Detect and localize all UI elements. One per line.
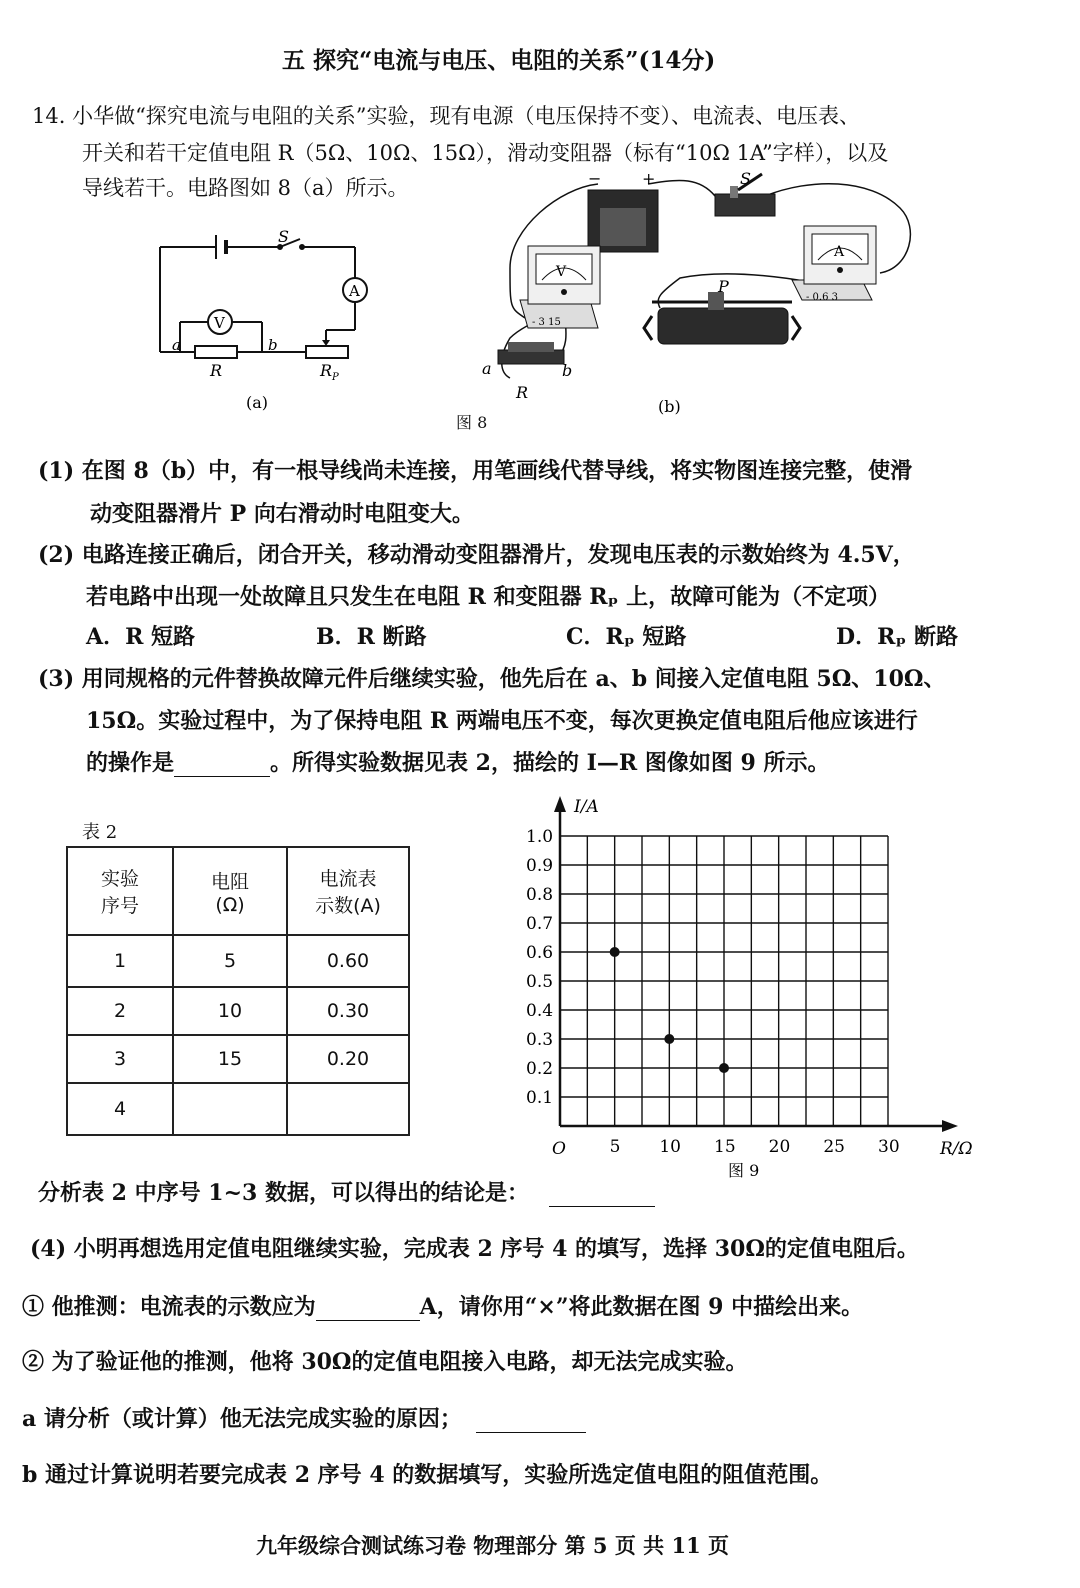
part1-line2: 动变阻器滑片 P 向右滑动时电阻变大。 (90, 501, 474, 527)
rheostat (644, 292, 800, 344)
x-tick-label: 30 (878, 1137, 900, 1157)
circuit-diagram-a (150, 222, 380, 422)
cell-trial: 1 (67, 935, 173, 987)
resistor-b-label: R (516, 383, 529, 402)
table-header-row (67, 847, 409, 935)
y-axis-label: I/A (574, 797, 599, 817)
point-a-b-label: a (482, 359, 492, 378)
analysis-text: 分析表 2 中序号 1~3 数据，可以得出的结论是： (38, 1180, 529, 1206)
cell-current: 0.20 (287, 1035, 409, 1083)
y-tick-label: 0.3 (526, 1030, 554, 1050)
x-tick-label: 25 (823, 1137, 845, 1157)
y-tick-label: 0.8 (526, 885, 554, 905)
table-row (67, 1083, 409, 1135)
x-tick-label: 20 (768, 1137, 791, 1157)
voltmeter (520, 246, 600, 328)
resistor-label: R (210, 361, 223, 380)
answer-blank-operation[interactable] (174, 756, 270, 777)
part4-suba-text: a 请分析（或计算）他无法完成实验的原因； (22, 1406, 462, 1432)
table2-caption: 表 2 (82, 822, 118, 843)
voltmeter-scale: - 3 15 (532, 317, 561, 328)
cell-trial: 3 (67, 1035, 173, 1083)
rheostat-subscript: P (332, 372, 339, 383)
battery-plus-label: + (642, 169, 656, 188)
part4-sub1-end: A，请你用“×”将此数据在图 9 中描绘出来。 (419, 1294, 864, 1320)
x-tick-label: 10 (659, 1137, 681, 1157)
data-point (664, 1034, 674, 1044)
cell-trial: 2 (67, 987, 173, 1035)
y-tick-label: 0.9 (526, 856, 554, 876)
answer-blank-current[interactable] (316, 1300, 420, 1321)
q14-line1: 14. 小华做“探究电流与电阻的关系”实验，现有电源（电压保持不变）、电流表、电压表、 (32, 104, 861, 128)
rheostat-label: R (320, 361, 333, 380)
y-tick-label: 0.1 (526, 1088, 554, 1108)
part4-suba (22, 1402, 586, 1433)
cell-current-empty[interactable] (287, 1083, 409, 1135)
cell-current: 0.60 (287, 935, 409, 987)
part4-sub2: ② 为了验证他的推测，他将 30Ω的定值电阻接入电路，却无法完成实验。 (22, 1349, 748, 1375)
ammeter (792, 226, 876, 300)
point-b-label: b (268, 336, 278, 354)
cell-resistance: 5 (173, 935, 287, 987)
analysis-line (38, 1176, 655, 1207)
part4-sub1-start: ① 他推测：电流表的示数应为 (22, 1294, 316, 1320)
part4-subb: b 通过计算说明若要完成表 2 序号 4 的数据填写，实验所选定值电阻的阻值范围。 (22, 1462, 833, 1488)
option-c: C．Rₚ 短路 (566, 624, 687, 650)
battery-minus-label: − (588, 169, 602, 188)
answer-blank-conclusion[interactable] (549, 1186, 655, 1207)
y-tick-label: 0.2 (526, 1059, 554, 1079)
voltmeter-label: V (214, 314, 225, 332)
part3-line3-start: 的操作是 (86, 750, 175, 776)
fixed-resistor (498, 342, 564, 364)
y-tick-label: 1.0 (526, 827, 554, 847)
part4-sub1 (22, 1290, 863, 1321)
part3-line3 (86, 746, 830, 777)
part3-line3-end: 。所得实验数据见表 2，描绘的 I—R 图像如图 9 所示。 (270, 750, 830, 776)
header-current: 电流表 示数(A) (287, 847, 409, 935)
y-tick-label: 0.4 (526, 1001, 554, 1021)
part2-line2: 若电路中出现一处故障且只发生在电阻 R 和变阻器 Rₚ 上，故障可能为（不定项） (86, 584, 891, 610)
table-row (67, 987, 409, 1035)
x-axis-arrow (942, 1120, 958, 1132)
point-a-label: a (172, 336, 181, 354)
part4-line1: (4) 小明再想选用定值电阻继续实验，完成表 2 序号 4 的填写，选择 30Ω的定值电阻后。 (30, 1236, 919, 1262)
header-resistance: 电阻 (Ω) (173, 847, 287, 935)
option-d: D．Rₚ 断路 (836, 624, 958, 650)
cell-resistance-empty[interactable] (173, 1083, 287, 1135)
table-row (67, 1035, 409, 1083)
table-row (67, 935, 409, 987)
option-a: A．R 短路 (86, 624, 196, 650)
figure-8-label: 图 8 (456, 413, 488, 432)
q14-line2: 开关和若干定值电阻 R（5Ω、10Ω、15Ω），滑动变阻器（标有“10Ω 1A”字样），以及 (82, 141, 889, 165)
figure-9-caption: 图 9 (728, 1161, 760, 1180)
header-trial: 实验 序号 (67, 847, 173, 935)
part1-line1: (1) 在图 8（b）中，有一根导线尚未连接，用笔画线代替导线，将实物图连接完整，使滑 (38, 458, 913, 484)
answer-blank-reason[interactable] (476, 1412, 586, 1433)
slider-label: P (718, 277, 729, 296)
page-footer: 九年级综合测试练习卷 物理部分 第 5 页 共 11 页 (256, 1533, 730, 1558)
cell-resistance: 10 (173, 987, 287, 1035)
caption-a: (a) (246, 393, 269, 412)
q14-line3: 导线若干。电路图如 8（a）所示。 (82, 176, 409, 200)
caption-b: (b) (658, 397, 681, 416)
ammeter-b-label: A (834, 244, 845, 260)
figure-9-chart (520, 790, 990, 1190)
y-tick-label: 0.6 (526, 943, 554, 963)
voltmeter-b-label: V (556, 264, 567, 280)
circuit-diagram-b (470, 168, 940, 418)
origin-label: O (552, 1139, 566, 1159)
x-axis-label: R/Ω (940, 1139, 973, 1159)
part3-line1: (3) 用同规格的元件替换故障元件后继续实验，他先后在 a、b 间接入定值电阻 5Ω、10Ω、 (38, 666, 946, 692)
section-title: 五 探究“电流与电压、电阻的关系”(14分) (282, 47, 716, 74)
ammeter-label: A (349, 282, 360, 300)
ammeter-scale: - 0.6 3 (806, 292, 839, 303)
y-axis-arrow (554, 796, 566, 812)
x-tick-label: 5 (609, 1137, 621, 1157)
option-b: B．R 断路 (316, 624, 427, 650)
cell-resistance: 15 (173, 1035, 287, 1083)
cell-trial: 4 (67, 1083, 173, 1135)
cell-current: 0.30 (287, 987, 409, 1035)
x-tick-label: 15 (714, 1137, 736, 1157)
part2-line1: (2) 电路连接正确后，闭合开关，移动滑动变阻器滑片，发现电压表的示数始终为 4.5V， (38, 542, 915, 568)
data-table (66, 846, 410, 1136)
y-tick-label: 0.5 (526, 972, 554, 992)
switch-b-label: S (740, 169, 751, 188)
battery (588, 190, 658, 252)
data-point (610, 947, 620, 957)
y-tick-label: 0.7 (526, 914, 554, 934)
data-point (719, 1063, 729, 1073)
part3-line2: 15Ω。实验过程中，为了保持电阻 R 两端电压不变，每次更换定值电阻后他应该进行 (86, 708, 918, 734)
point-b-b-label: b (562, 361, 573, 380)
switch-label: S (278, 227, 289, 246)
